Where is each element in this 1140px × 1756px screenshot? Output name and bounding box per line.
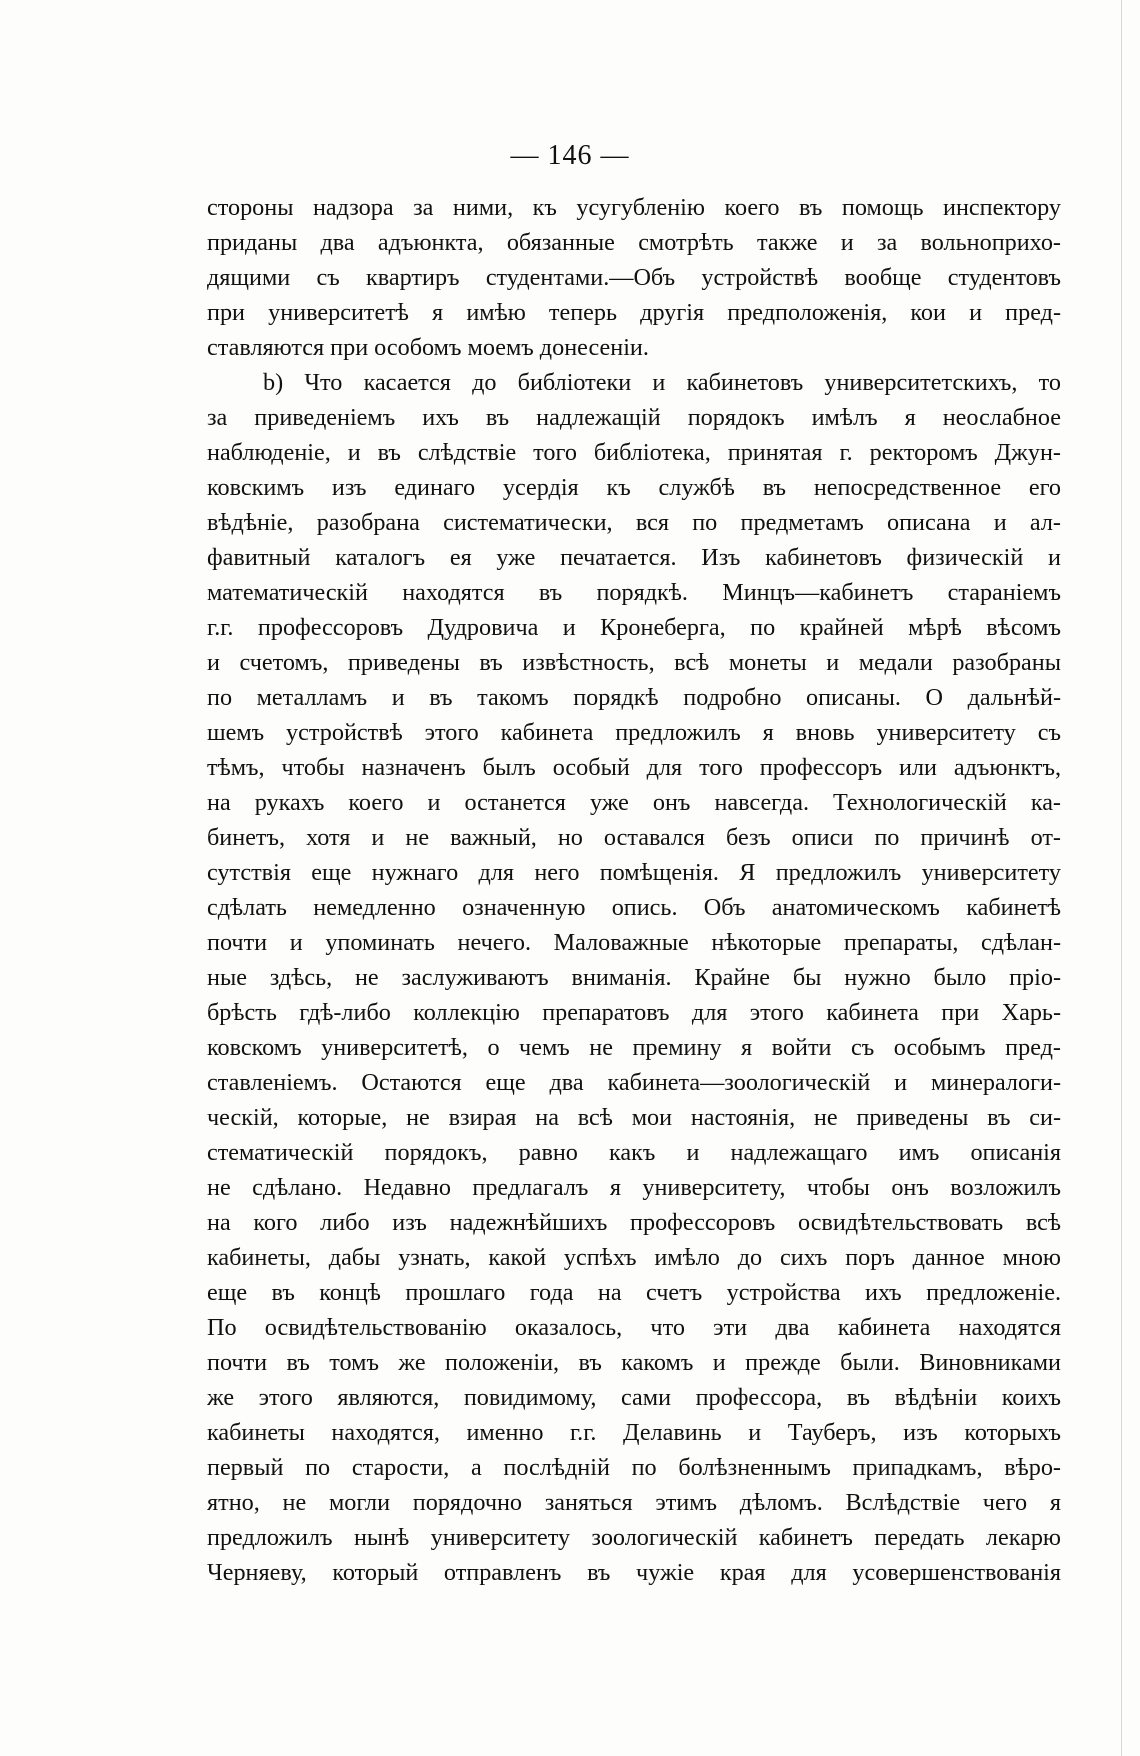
text-line: предложилъ нынѣ университету зоологическій кабинетъ передать лекарю	[207, 1524, 1061, 1551]
text-line: еще въ концѣ прошлаго года на счетъ устройства ихъ предложеніе.	[207, 1279, 1061, 1306]
text-line: брѣсть гдѣ-либо коллекцію препаратовъ для этого кабинета при Харь-	[207, 999, 1061, 1026]
text-line: ные здѣсь, не заслуживаютъ вниманія. Крайне бы нужно было пріо-	[207, 964, 1061, 991]
text-line: при университетѣ я имѣю теперь другія предположенія, кои и пред-	[207, 299, 1061, 326]
text-line: сдѣлать немедленно означенную опись. Объ анатомическомъ кабинетѣ	[207, 894, 1061, 921]
text-line: почти и упоминать нечего. Маловажные нѣкоторые препараты, сдѣлан-	[207, 929, 1061, 956]
text-line: ставляются при особомъ моемъ донесеніи.	[207, 334, 649, 361]
text-line: по металламъ и въ такомъ порядкѣ подробно описаны. О дальнѣй-	[207, 684, 1061, 711]
text-line: ковскомъ университетѣ, о чемъ не премину я войти съ особымъ пред-	[207, 1034, 1061, 1061]
text-line: кабинеты находятся, именно г.г. Делавинь и Тауберъ, изъ которыхъ	[207, 1419, 1061, 1446]
text-line: вѣдѣніе, разобрана систематически, вся по предметамъ описана и ал-	[207, 509, 1061, 536]
text-line: кабинеты, дабы узнать, какой успѣхъ имѣло до сихъ поръ данное мною	[207, 1244, 1061, 1271]
text-line: не сдѣлано. Недавно предлагалъ я университету, чтобы онъ возложилъ	[207, 1174, 1061, 1201]
paragraph-start-line: b) Что касается до библіотеки и кабинетовъ университетскихъ, то	[263, 369, 1061, 396]
text-line: ятно, не могли порядочно заняться этимъ дѣломъ. Вслѣдствіе чего я	[207, 1489, 1061, 1516]
text-line: и счетомъ, приведены въ извѣстность, всѣ монеты и медали разобраны	[207, 649, 1061, 676]
text-line: По освидѣтельствованію оказалось, что эти два кабинета находятся	[207, 1314, 1061, 1341]
text-line: фавитный каталогъ ея уже печатается. Изъ кабинетовъ физическій и	[207, 544, 1061, 571]
text-line: на кого либо изъ надежнѣйшихъ профессоровъ освидѣтельствовать всѣ	[207, 1209, 1061, 1236]
text-line: приданы два адъюнкта, обязанные смотрѣть также и за вольноприхо-	[207, 229, 1061, 256]
page-number: — 146 —	[510, 140, 630, 171]
text-line: наблюденіе, и въ слѣдствіе того библіотека, принятая г. ректоромъ Джун-	[207, 439, 1061, 466]
text-line: на рукахъ коего и останется уже онъ навсегда. Технологическій ка-	[207, 789, 1061, 816]
text-line: бинетъ, хотя и не важный, но оставался безъ описи по причинѣ от-	[207, 824, 1061, 851]
body-text	[207, 190, 1061, 1590]
text-line: же этого являются, повидимому, сами профессора, въ вѣдѣніи коихъ	[207, 1384, 1061, 1411]
text-line: ковскимъ изъ единаго усердія къ службѣ въ непосредственное его	[207, 474, 1061, 501]
text-line: ставленіемъ. Остаются еще два кабинета—зоологическій и минералоги-	[207, 1069, 1061, 1096]
text-line: стороны надзора за ними, къ усугубленію коего въ помощь инспектору	[207, 194, 1061, 221]
text-line: Черняеву, который отправленъ въ чужіе края для усовершенствованія	[207, 1559, 1061, 1586]
text-line: почти въ томъ же положеніи, въ какомъ и прежде были. Виновниками	[207, 1349, 1061, 1376]
text-line: стематическій порядокъ, равно какъ и надлежащаго имъ описанія	[207, 1139, 1061, 1166]
text-line: тѣмъ, чтобы назначенъ былъ особый для того профессоръ или адъюнктъ,	[207, 754, 1061, 781]
text-line: дящими съ квартиръ студентами.—Объ устройствѣ вообще студентовъ	[207, 264, 1061, 291]
page-edge-line	[1121, 0, 1122, 1756]
text-line: ческій, которые, не взирая на всѣ мои настоянія, не приведены въ си-	[207, 1104, 1061, 1131]
text-line: шемъ устройствѣ этого кабинета предложилъ я вновь университету съ	[207, 719, 1061, 746]
text-line: г.г. профессоровъ Дудровича и Кронеберга, по крайней мѣрѣ вѣсомъ	[207, 614, 1061, 641]
text-line: первый по старости, а послѣдній по болѣзненнымъ припадкамъ, вѣро-	[207, 1454, 1061, 1481]
text-line: сутствія еще нужнаго для него помѣщенія. Я предложилъ университету	[207, 859, 1061, 886]
text-line: за приведеніемъ ихъ въ надлежащій порядокъ имѣлъ я неослабное	[207, 404, 1061, 431]
text-line: математическій находятся въ порядкѣ. Минцъ—кабинетъ стараніемъ	[207, 579, 1061, 606]
